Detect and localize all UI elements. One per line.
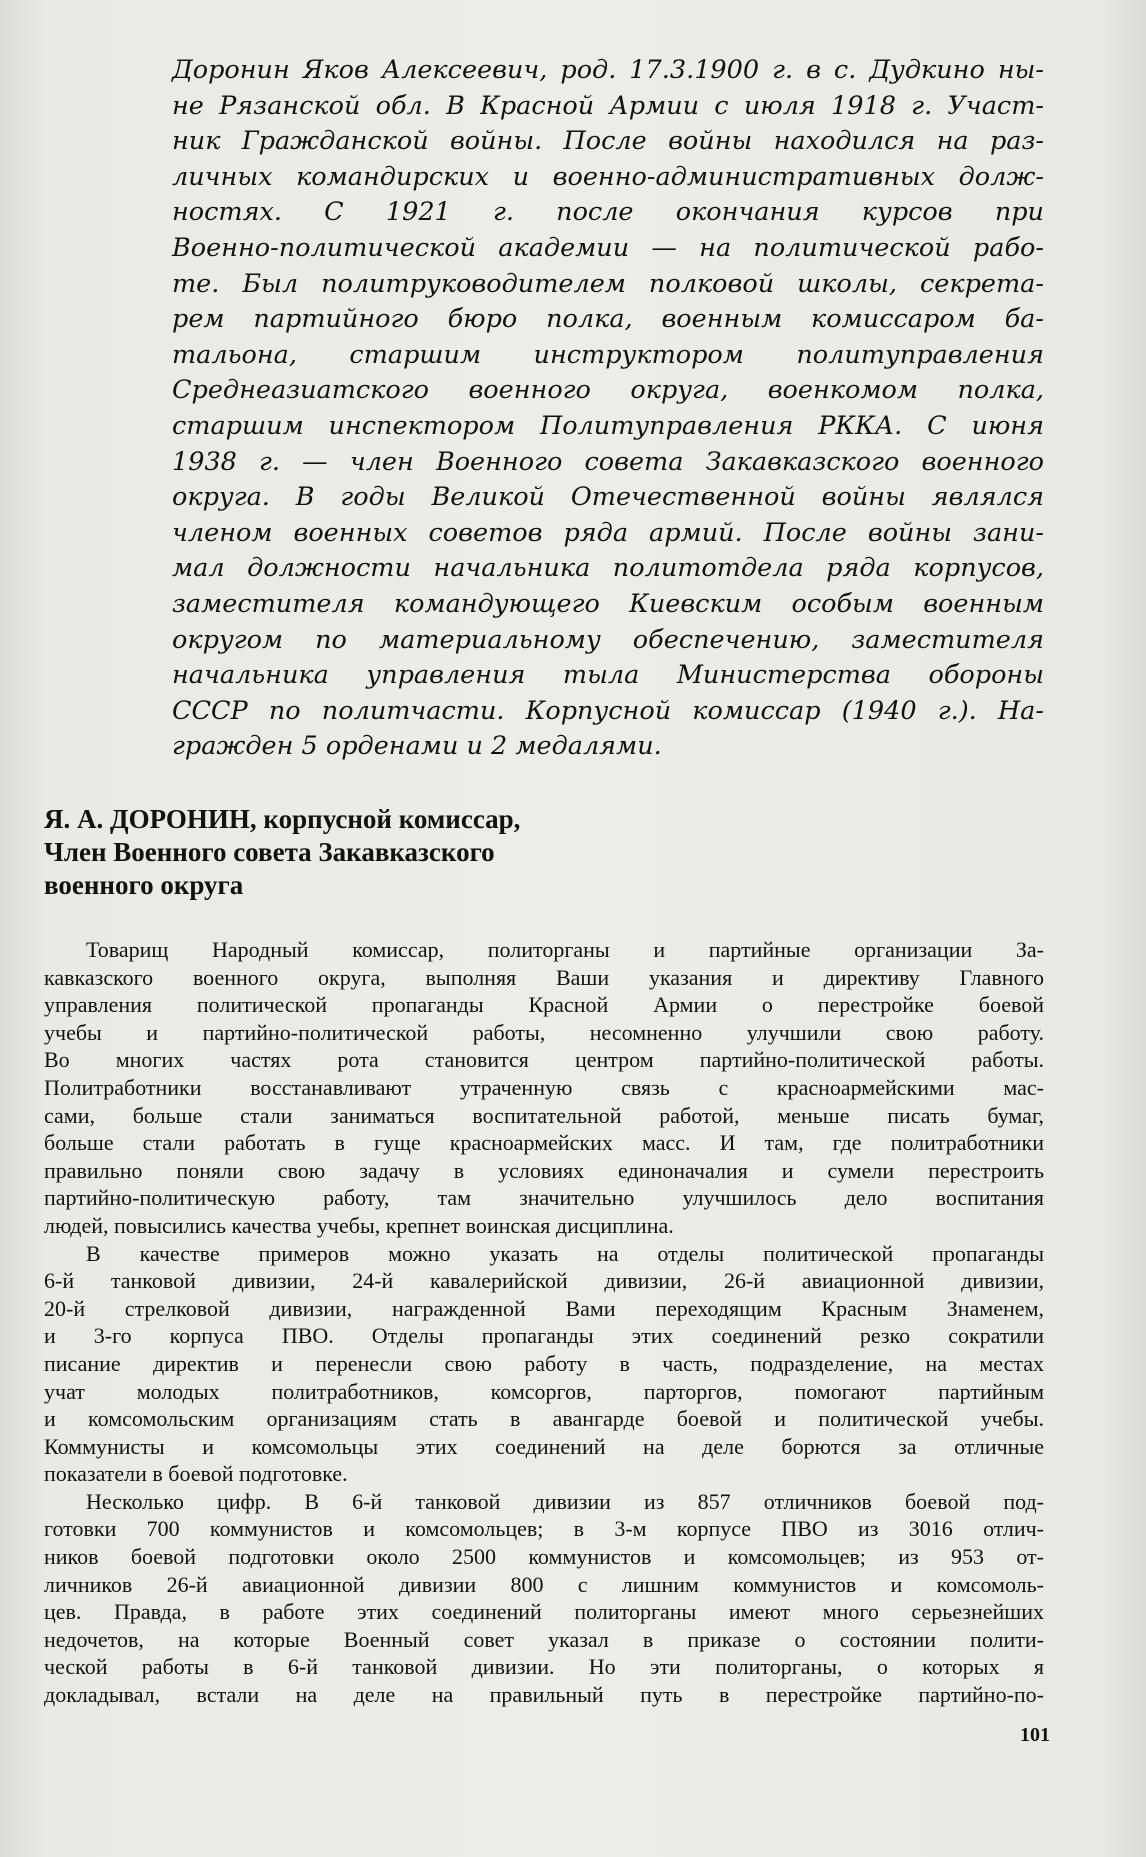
- body-line: Коммунисты и комсомольцы этих соединений на деле борются за отличные: [44, 1433, 1044, 1459]
- body-line: 6-й танковой дивизии, 24-й кавалерийской дивизии, 26-й авиационной дивизии,: [44, 1268, 1044, 1294]
- speech-heading: [44, 803, 844, 902]
- body-line: учебы и партийно-политической работы, несомненно улучшили свою работу.: [44, 1019, 1044, 1045]
- body-line: докладывал, встали на деле на правильный путь в перестройке партийно-по-: [44, 1682, 1044, 1708]
- bio-line: рем партийного бюро полка, военным комиссаром ба-: [172, 304, 1044, 335]
- body-line: и комсомольским организациям стать в авангарде боевой и политической учебы.: [44, 1406, 1044, 1432]
- speech-body: [44, 936, 1044, 1709]
- body-line: цев. Правда, в работе этих соединений политорганы имеют много серьезнейших: [44, 1599, 1044, 1625]
- bio-line: не Рязанской обл. В Красной Армии с июля 1918 г. Участ-: [172, 90, 1044, 121]
- body-line: кавказского военного округа, выполняя Ваши указания и директиву Главного: [44, 964, 1044, 990]
- bio-line: начальника управления тыла Министерства обороны: [172, 660, 1044, 691]
- body-line: 20-й стрелковой дивизии, награжденной Вами переходящим Красным Знаменем,: [44, 1295, 1044, 1321]
- body-line: правильно поняли свою задачу в условиях единоначалия и сумели перестроить: [44, 1157, 1044, 1183]
- heading-line: военного округа: [44, 870, 244, 900]
- body-line: Несколько цифр. В 6-й танковой дивизии из 857 отличников боевой под-: [86, 1488, 1044, 1514]
- bio-line: гражден 5 орденами и 2 медалями.: [172, 731, 662, 762]
- body-line: партийно-политическую работу, там значительно улучшилось дело воспитания: [44, 1185, 1044, 1211]
- bio-line: старшим инспектором Политуправления РККА. С июня: [172, 410, 1044, 441]
- body-line: писание директив и перенесли свою работу в часть, подразделение, на местах: [44, 1350, 1044, 1376]
- body-line: показатели в боевой подготовке.: [44, 1461, 348, 1487]
- body-line: Товарищ Народный комиссар, политорганы и партийные организации За-: [86, 937, 1044, 962]
- body-line: В качестве примеров можно указать на отделы политической пропаганды: [86, 1240, 1044, 1266]
- body-line: больше стали работать в гуще красноармейских масс. И там, где политработники: [44, 1130, 1044, 1156]
- body-line: готовки 700 коммунистов и комсомольцев; в 3-м корпусе ПВО из 3016 отлич-: [44, 1516, 1044, 1542]
- bio-line: личных командирских и военно-административных долж-: [172, 161, 1044, 192]
- heading-line: Я. А. ДОРОНИН, корпусной комиссар,: [44, 804, 521, 834]
- bio-line: округа. В годы Великой Отечественной войны являлся: [172, 482, 1044, 513]
- body-line: Политработники восстанавливают утраченную связь с красноармейскими мас-: [44, 1074, 1044, 1100]
- bio-line: Среднеазиатского военного округа, военкомом полка,: [172, 375, 1044, 406]
- bio-line: ностях. С 1921 г. после окончания курсов при: [172, 197, 1044, 228]
- body-line: личников 26-й авиационной дивизии 800 с лишним коммунистов и комсомоль-: [44, 1571, 1044, 1597]
- bio-line: мал должности начальника политотдела ряда корпусов,: [172, 553, 1044, 584]
- body-line: учат молодых политработников, комсоргов, парторгов, помогают партийным: [44, 1378, 1044, 1404]
- heading-line: Член Военного совета Закавказского: [44, 837, 495, 867]
- bio-line: 1938 г. — член Военного совета Закавказского военного: [172, 446, 1044, 477]
- bio-line: членом военных советов ряда армий. После войны зани-: [172, 517, 1044, 548]
- bio-line: заместителя командующего Киевским особым военным: [172, 588, 1044, 619]
- bio-line: округом по материальному обеспечению, заместителя: [172, 624, 1044, 655]
- body-line: людей, повысились качества учебы, крепнет воинская дисциплина.: [44, 1212, 674, 1238]
- body-line: недочетов, на которые Военный совет указал в приказе о состоянии полити-: [44, 1626, 1044, 1652]
- body-line: и 3-го корпуса ПВО. Отделы пропаганды этих соединений резко сократили: [44, 1323, 1044, 1349]
- bio-line: те. Был политруководителем полковой школы, секрета-: [172, 268, 1044, 299]
- body-line: сами, больше стали заниматься воспитательной работой, меньше писать бумаг,: [44, 1102, 1044, 1128]
- bio-line: СССР по политчасти. Корпусной комиссар (1940 г.). На-: [172, 695, 1044, 726]
- body-line: ников боевой подготовки около 2500 коммунистов и комсомольцев; из 953 от-: [44, 1544, 1044, 1570]
- body-line: Во многих частях рота становится центром партийно-политической работы.: [44, 1047, 1044, 1073]
- bio-line: тальона, старшим инструктором политуправления: [172, 339, 1044, 370]
- body-line: ческой работы в 6-й танковой дивизии. Но эти политорганы, о которых я: [44, 1654, 1044, 1680]
- page-number: 101: [1020, 1724, 1050, 1746]
- body-line: управления политической пропаганды Красной Армии о перестройке боевой: [44, 992, 1044, 1018]
- bio-line: Доронин Яков Алексеевич, род. 17.3.1900 г. в с. Дудкино ны-: [172, 55, 1044, 85]
- bio-line: Военно-политической академии — на политической рабо-: [172, 232, 1044, 263]
- bio-line: ник Гражданской войны. После войны находился на раз-: [172, 126, 1044, 157]
- biographical-note: [172, 53, 1044, 765]
